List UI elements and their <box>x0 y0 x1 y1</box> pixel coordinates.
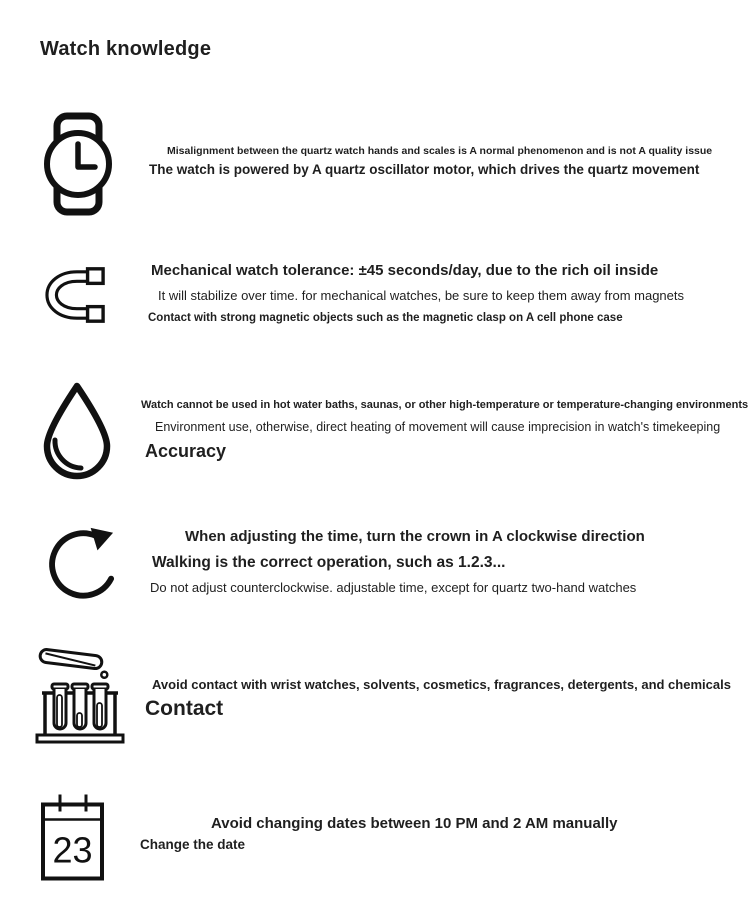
section-magnet-text: It will stabilize over time. for mechanical watches, be sure to keep them away from magnets <box>158 288 684 303</box>
wristwatch-icon <box>40 112 112 216</box>
magnet-icon <box>42 264 106 326</box>
section-date-headline: Avoid changing dates between 10 PM and 2 AM manually <box>211 815 618 832</box>
section-quartz-text: The watch is powered by A quartz oscillator motor, which drives the quartz movement <box>149 162 700 177</box>
section-magnet-headline: Mechanical watch tolerance: ±45 seconds/day, due to the rich oil inside <box>151 262 659 279</box>
section-crown-text: Walking is the correct operation, such as 1.2.3... <box>152 554 506 571</box>
section-accuracy-header: Accuracy <box>145 441 227 461</box>
page-title: Watch knowledge <box>40 38 212 60</box>
test-tubes-icon <box>34 643 126 745</box>
section-magnet-note: Contact with strong magnetic objects such as the magnetic clasp on A cell phone case <box>148 312 623 324</box>
calendar-day-number: 23 <box>52 829 93 871</box>
section-crown-note: Do not adjust counterclockwise. adjustable time, except for quartz two-hand watches <box>150 580 637 595</box>
water-drop-icon <box>36 379 118 481</box>
section-date-header: Change the date <box>140 837 246 852</box>
section-quartz-note: Misalignment between the quartz watch hands and scales is A normal phenomenon and is not A quality issue <box>167 145 713 157</box>
section-crown-headline: When adjusting the time, turn the crown in A clockwise direction <box>185 528 645 545</box>
calendar-icon <box>39 789 107 883</box>
clockwise-arrow-icon <box>38 522 116 606</box>
section-contact-text: Avoid contact with wrist watches, solvents, cosmetics, fragrances, detergents, and chemicals <box>152 677 731 692</box>
section-contact-header: Contact <box>145 697 224 720</box>
section-accuracy-note: Watch cannot be used in hot water baths, saunas, or other high-temperature or temperature-changing environments <box>141 399 749 411</box>
section-accuracy-text: Environment use, otherwise, direct heating of movement will cause imprecision in watch's timekeeping <box>155 420 721 434</box>
